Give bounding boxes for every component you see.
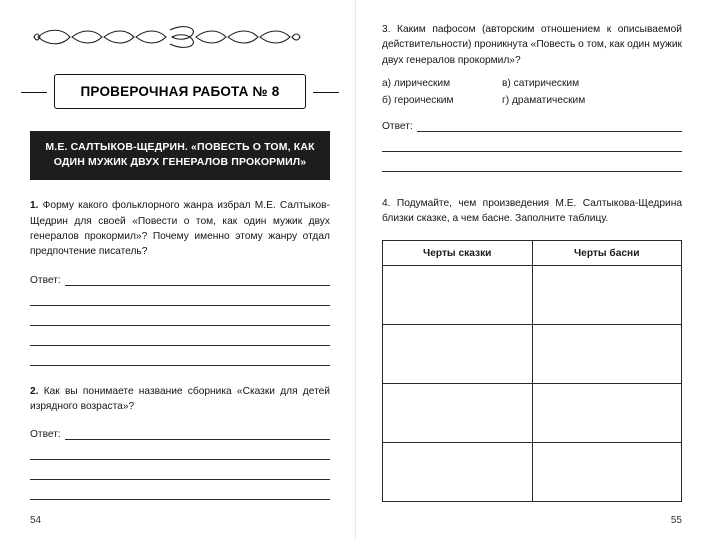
question-2-number: 2. (30, 385, 39, 397)
answer-1-line-4[interactable] (30, 326, 330, 346)
option-b-key: б) (382, 94, 392, 106)
answer-2-line-2[interactable] (30, 440, 330, 460)
option-b[interactable] (382, 95, 502, 106)
answer-3-label: Ответ: (382, 120, 413, 132)
table-cell-basnya[interactable] (532, 266, 682, 325)
option-g-label: драматическим (511, 94, 586, 106)
table-row (383, 443, 682, 502)
answer-1-line-3[interactable] (30, 306, 330, 326)
answer-3-lines (382, 132, 682, 172)
option-g[interactable] (502, 95, 682, 106)
answer-3-line-1[interactable] (417, 120, 682, 132)
answer-1-label: Ответ: (30, 274, 61, 286)
answer-1-line-5[interactable] (30, 346, 330, 366)
page-number-right: 55 (670, 515, 682, 526)
answer-2-label: Ответ: (30, 429, 61, 441)
answer-3-label-row (382, 120, 682, 132)
topic-banner-line-1: М.Е. САЛТЫКОВ-ЩЕДРИН. «ПОВЕСТЬ О ТОМ, КАК (45, 141, 315, 153)
question-3-number: 3. (382, 24, 391, 35)
answer-2-line-3[interactable] (30, 460, 330, 480)
option-v[interactable] (502, 78, 682, 89)
answer-1-lines (30, 286, 330, 366)
answer-1-line-1[interactable] (65, 274, 330, 286)
page-number-left: 54 (30, 515, 42, 526)
worksheet-title-plate (30, 74, 330, 109)
answer-3-line-3[interactable] (382, 152, 682, 172)
option-v-label: сатирическим (513, 77, 580, 89)
table-cell-basnya[interactable] (532, 443, 682, 502)
topic-banner (30, 131, 330, 180)
question-4-text: Подумайте, чем произведения М.Е. Салтыкова-Щедрина близки сказке, а чем басне. Заполните таблицу. (382, 197, 682, 225)
question-1-number: 1. (30, 200, 39, 212)
option-a-key: а) (382, 77, 392, 89)
ornament-flourish-icon (32, 24, 302, 50)
table-cell-basnya[interactable] (532, 325, 682, 384)
answer-2-line-1[interactable] (65, 428, 330, 440)
table-cell-skazka[interactable] (383, 325, 533, 384)
table-row (383, 266, 682, 325)
option-b-label: героическим (394, 94, 454, 106)
question-4-number: 4. (382, 197, 391, 209)
table-row (383, 325, 682, 384)
topic-banner-line-2: ОДИН МУЖИК ДВУХ ГЕНЕРАЛОВ ПРОКОРМИЛ» (53, 156, 307, 169)
page-gutter-divider (355, 0, 356, 540)
question-4 (382, 196, 682, 227)
table-cell-skazka[interactable] (383, 384, 533, 443)
page-title: ПРОВЕРОЧНАЯ РАБОТА № 8 (54, 74, 307, 109)
answer-2-lines (30, 440, 330, 500)
question-1-text: Форму какого фольклорного жанра избрал М.Е. Салтыков-Щедрин для своей «Повести о том, как один мужик двух генералов прокормил»? Почему именно этому жанру отдал предпочтение писатель? (30, 200, 330, 258)
question-3-options (382, 78, 682, 106)
option-g-key: г) (502, 94, 510, 106)
answer-3-line-2[interactable] (382, 132, 682, 152)
answer-2-label-row (30, 428, 330, 440)
answer-1-label-row (30, 274, 330, 286)
question-3 (382, 22, 682, 68)
table-header-basnya: Черты басни (532, 241, 682, 266)
option-a-label: лирическим (393, 77, 451, 89)
question-1 (30, 198, 330, 259)
question-2 (30, 384, 330, 415)
option-a[interactable] (382, 78, 502, 89)
table-header-row (383, 241, 682, 266)
table-row (383, 384, 682, 443)
option-v-key: в) (502, 77, 511, 89)
question-2-text: Как вы понимаете название сборника «Сказки для детей изрядного возраста»? (30, 385, 330, 412)
traits-table (382, 240, 682, 502)
table-cell-skazka[interactable] (383, 443, 533, 502)
table-cell-basnya[interactable] (532, 384, 682, 443)
answer-1-line-2[interactable] (30, 286, 330, 306)
answer-2-line-4[interactable] (30, 480, 330, 500)
table-cell-skazka[interactable] (383, 266, 533, 325)
right-page (356, 0, 712, 540)
question-3-text: Каким пафосом (авторским отношением к описываемой действительности) проникнута «Повесть о том, как один мужик двух генералов прокормил»? (382, 24, 682, 66)
table-header-skazka: Черты сказки (383, 241, 533, 266)
